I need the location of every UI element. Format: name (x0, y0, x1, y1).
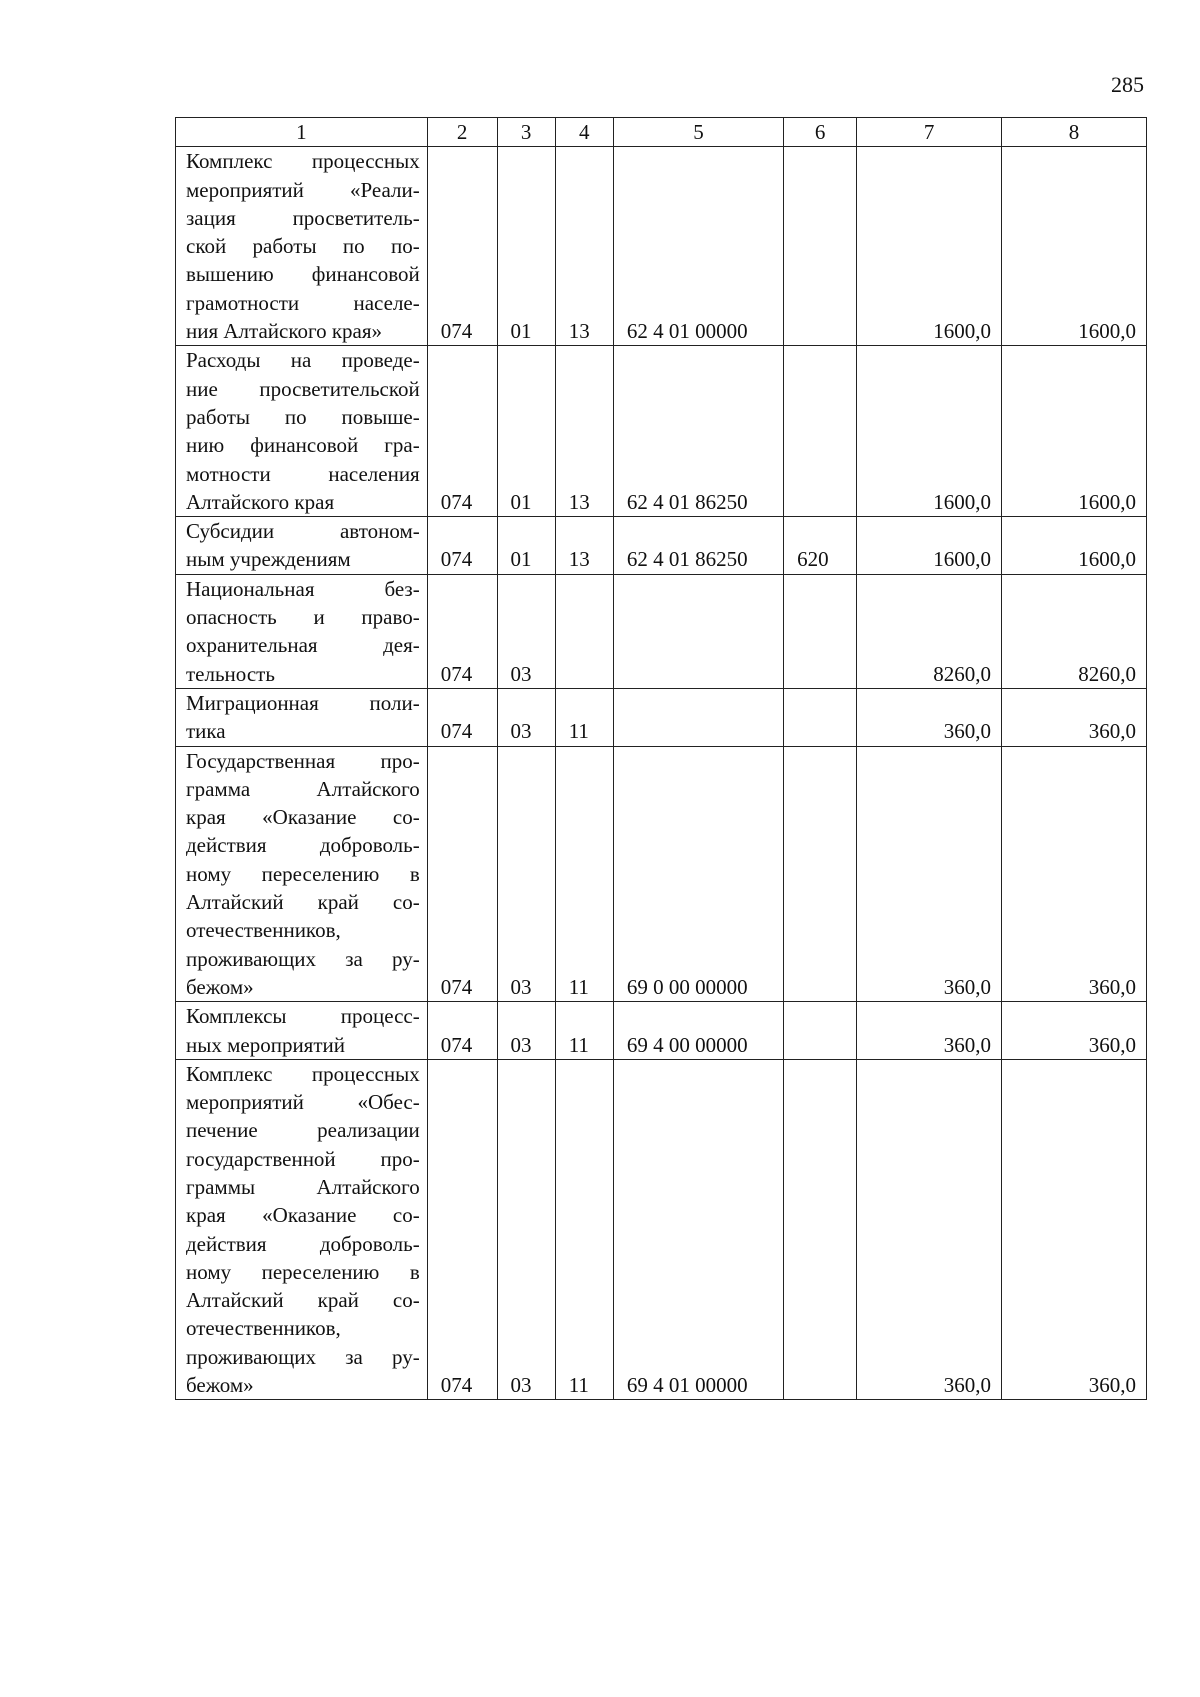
item-name-line: зация просветитель- (186, 205, 420, 230)
item-name-cell (176, 346, 428, 517)
amount-year2-cell: 360,0 (1002, 688, 1147, 746)
expense-type-cell (784, 1059, 857, 1400)
table-row (176, 147, 1147, 346)
item-name-line: Национальная без- (186, 576, 420, 601)
column-header-1: 1 (176, 118, 428, 147)
amount-year2-cell: 360,0 (1002, 746, 1147, 1002)
amount-year2-cell: 360,0 (1002, 1059, 1147, 1400)
amount-year2-cell: 1600,0 (1002, 517, 1147, 575)
section-code-cell: 01 (497, 517, 555, 575)
table-row (176, 746, 1147, 1002)
item-name-line: действия доброволь- (186, 833, 420, 858)
item-name-line: ния Алтайского края» (186, 319, 383, 344)
amount-year1-cell: 8260,0 (857, 574, 1002, 688)
table-row (176, 688, 1147, 746)
chapter-code-cell: 074 (427, 1059, 497, 1400)
item-name-line: опасность и право- (186, 605, 420, 630)
item-name-line: работы по повыше- (186, 404, 420, 429)
item-name-line: нию финансовой гра- (186, 433, 420, 458)
item-name-line: Алтайский край со- (186, 1288, 420, 1313)
expense-type-cell (784, 1002, 857, 1060)
item-name-line: отечественников, (186, 918, 341, 943)
section-code-cell: 01 (497, 147, 555, 346)
item-name-line: ному переселению в (186, 861, 420, 886)
amount-year1-cell: 360,0 (857, 746, 1002, 1002)
chapter-code-cell: 074 (427, 346, 497, 517)
item-name-line: Расходы на проведе- (186, 348, 420, 373)
column-header-4: 4 (555, 118, 613, 147)
subsection-code-cell: 11 (555, 1059, 613, 1400)
item-name-line: края «Оказание со- (186, 805, 420, 830)
amount-year1-cell: 360,0 (857, 1059, 1002, 1400)
target-article-cell (613, 688, 783, 746)
item-name-line: ных мероприятий (186, 1032, 345, 1057)
target-article-cell: 69 4 00 00000 (613, 1002, 783, 1060)
target-article-cell (613, 574, 783, 688)
item-name-line: грамотности населе- (186, 290, 420, 315)
column-header-8: 8 (1002, 118, 1147, 147)
item-name-line: ным учреждениям (186, 547, 351, 572)
section-code-cell: 01 (497, 346, 555, 517)
item-name-line: Государственная про- (186, 748, 420, 773)
item-name-line: Комплекс процессных (186, 149, 420, 174)
table-row (176, 346, 1147, 517)
item-name-cell (176, 1059, 428, 1400)
item-name-line: Алтайского края (186, 489, 335, 514)
item-name-line: вышению финансовой (186, 262, 420, 287)
header-row (176, 118, 1147, 147)
subsection-code-cell: 11 (555, 1002, 613, 1060)
item-name-cell (176, 688, 428, 746)
item-name-line: государственной про- (186, 1146, 420, 1171)
amount-year2-cell: 1600,0 (1002, 346, 1147, 517)
amount-year2-cell: 360,0 (1002, 1002, 1147, 1060)
budget-table (175, 117, 1147, 1400)
table-row (176, 1002, 1147, 1060)
item-name-line: мероприятий «Обес- (186, 1090, 420, 1115)
table-row (176, 574, 1147, 688)
item-name-line: ской работы по по- (186, 234, 420, 259)
chapter-code-cell: 074 (427, 147, 497, 346)
item-name-line: Комплексы процесс- (186, 1004, 420, 1029)
section-code-cell: 03 (497, 688, 555, 746)
column-header-5: 5 (613, 118, 783, 147)
item-name-cell (176, 1002, 428, 1060)
target-article-cell: 62 4 01 00000 (613, 147, 783, 346)
item-name-line: тика (186, 719, 226, 744)
section-code-cell: 03 (497, 1002, 555, 1060)
item-name-line: Комплекс процессных (186, 1061, 420, 1086)
subsection-code-cell: 13 (555, 147, 613, 346)
amount-year2-cell: 8260,0 (1002, 574, 1147, 688)
item-name-line: отечественников, (186, 1316, 341, 1341)
section-code-cell: 03 (497, 574, 555, 688)
item-name-line: Миграционная поли- (186, 690, 420, 715)
chapter-code-cell: 074 (427, 517, 497, 575)
column-header-3: 3 (497, 118, 555, 147)
table-row (176, 517, 1147, 575)
chapter-code-cell: 074 (427, 574, 497, 688)
item-name-cell (176, 147, 428, 346)
item-name-line: проживающих за ру- (186, 1344, 420, 1369)
table-body (176, 147, 1147, 1400)
chapter-code-cell: 074 (427, 746, 497, 1002)
amount-year1-cell: 1600,0 (857, 517, 1002, 575)
section-code-cell: 03 (497, 1059, 555, 1400)
amount-year2-cell: 1600,0 (1002, 147, 1147, 346)
target-article-cell: 62 4 01 86250 (613, 517, 783, 575)
item-name-line: края «Оказание со- (186, 1203, 420, 1228)
item-name-line: действия доброволь- (186, 1231, 420, 1256)
expense-type-cell (784, 147, 857, 346)
subsection-code-cell: 13 (555, 346, 613, 517)
subsection-code-cell: 13 (555, 517, 613, 575)
expense-type-cell: 620 (784, 517, 857, 575)
item-name-line: Алтайский край со- (186, 890, 420, 915)
target-article-cell: 69 0 00 00000 (613, 746, 783, 1002)
item-name-line: бежом» (186, 974, 254, 999)
item-name-line: охранительная дея- (186, 633, 420, 658)
expense-type-cell (784, 746, 857, 1002)
column-header-6: 6 (784, 118, 857, 147)
chapter-code-cell: 074 (427, 1002, 497, 1060)
column-header-2: 2 (427, 118, 497, 147)
item-name-line: мероприятий «Реали- (186, 177, 420, 202)
subsection-code-cell (555, 574, 613, 688)
item-name-line: мотности населения (186, 461, 420, 486)
amount-year1-cell: 360,0 (857, 688, 1002, 746)
column-header-7: 7 (857, 118, 1002, 147)
item-name-line: Субсидии автоном- (186, 519, 420, 544)
amount-year1-cell: 1600,0 (857, 346, 1002, 517)
item-name-line: бежом» (186, 1373, 254, 1398)
expense-type-cell (784, 688, 857, 746)
subsection-code-cell: 11 (555, 746, 613, 1002)
table-row (176, 1059, 1147, 1400)
item-name-cell (176, 574, 428, 688)
item-name-line: печение реализации (186, 1118, 420, 1143)
item-name-line: граммы Алтайского (186, 1174, 420, 1199)
amount-year1-cell: 360,0 (857, 1002, 1002, 1060)
item-name-line: ному переселению в (186, 1259, 420, 1284)
chapter-code-cell: 074 (427, 688, 497, 746)
item-name-line: ние просветительской (186, 376, 420, 401)
target-article-cell: 69 4 01 00000 (613, 1059, 783, 1400)
page-number: 285 (1111, 72, 1144, 97)
section-code-cell: 03 (497, 746, 555, 1002)
item-name-line: тельность (186, 661, 275, 686)
item-name-cell (176, 517, 428, 575)
target-article-cell: 62 4 01 86250 (613, 346, 783, 517)
item-name-line: проживающих за ру- (186, 946, 420, 971)
item-name-cell (176, 746, 428, 1002)
expense-type-cell (784, 346, 857, 517)
amount-year1-cell: 1600,0 (857, 147, 1002, 346)
item-name-line: грамма Алтайского (186, 776, 420, 801)
subsection-code-cell: 11 (555, 688, 613, 746)
expense-type-cell (784, 574, 857, 688)
